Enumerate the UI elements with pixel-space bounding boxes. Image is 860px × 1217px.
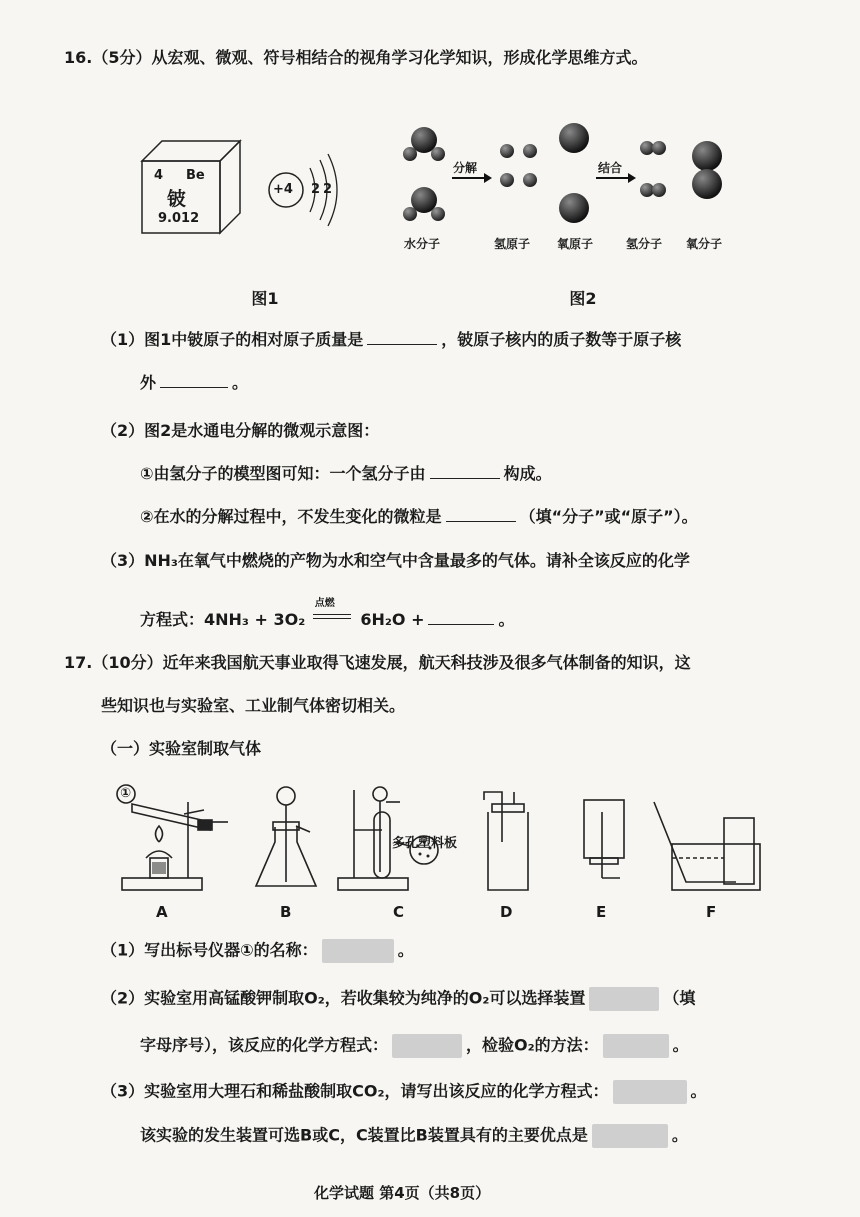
q17-part3-cont: 该实验的发生装置可选B或C，C装置比B装置具有的主要优点是 。 xyxy=(140,1124,688,1148)
apparatus-label-e: E xyxy=(596,903,607,921)
fig1-atomic-number: 4 xyxy=(154,168,164,183)
apparatus-d xyxy=(484,792,528,890)
apparatus-label-c: C xyxy=(393,903,405,921)
q16-part3-equation: 方程式：4NH₃ + 3O₂ 点燃 6H₂O + 。 xyxy=(140,605,515,631)
hydrogen-atoms xyxy=(500,144,537,187)
q17-part1: （1）写出标号仪器①的名称： 。 xyxy=(101,939,414,963)
apparatus-a xyxy=(122,802,228,890)
oxygen-molecule xyxy=(692,141,722,199)
fig2-arrow-label-decompose: 分解 xyxy=(453,161,478,175)
fig2-caption: 图2 xyxy=(569,289,597,308)
fig1-nucleus-charge: +4 xyxy=(273,182,293,197)
q16-stem: 16.（5分）从宏观、微观、符号相结合的视角学习化学知识，形成化学思维方式。 xyxy=(64,48,648,67)
apparatus-f xyxy=(654,802,760,890)
fig2-arrow-label-combine: 结合 xyxy=(598,161,623,175)
q17-part2-cont: 字母序号），该反应的化学方程式： ，检验O₂的方法： 。 xyxy=(140,1034,689,1058)
q16-part3: （3）NH₃在氧气中燃烧的产物为水和空气中含量最多的气体。请补全该反应的化学 xyxy=(101,551,690,570)
q17-part2: （2）实验室用高锰酸钾制取O₂，若收集较为纯净的O₂可以选择装置 （填 xyxy=(101,987,695,1011)
q16-part2-2: ②在水的分解过程中，不发生变化的微粒是 （填“分子”或“原子”）。 xyxy=(140,507,698,526)
fig2-label-o-atom: 氧原子 xyxy=(557,237,594,251)
apparatus-marker-1: ① xyxy=(120,786,132,801)
apparatus-label-f: F xyxy=(706,903,717,921)
q17-section-title: （一）实验室制取气体 xyxy=(101,739,262,758)
apparatus-label-a: A xyxy=(156,903,168,921)
fig2-label-h2: 氢分子 xyxy=(626,237,663,251)
reaction-condition: 点燃 xyxy=(314,598,335,609)
q17-stem-line2: 些知识也与实验室、工业制气体密切相关。 xyxy=(101,696,406,715)
q16-part2: （2）图2是水通电分解的微观示意图： xyxy=(101,421,380,440)
fig1-element-name: 铍 xyxy=(167,188,187,210)
q16-part2-1: ①由氢分子的模型图可知：一个氢分子由 构成。 xyxy=(140,464,552,483)
apparatus-e xyxy=(584,800,624,878)
water-molecule xyxy=(403,127,445,161)
fig1-symbol: Be xyxy=(186,168,205,183)
fig1-atomic-mass: 9.012 xyxy=(158,211,200,226)
hydrogen-molecules xyxy=(640,141,666,197)
fig1-shell2-electrons: 2 xyxy=(323,182,333,197)
porous-plastic-plate-label: 多孔塑料板 xyxy=(392,836,458,851)
fig2-molecular-models xyxy=(398,118,758,238)
apparatus-label-d: D xyxy=(500,903,513,921)
oxygen-atoms xyxy=(559,123,589,223)
apparatus-b xyxy=(256,787,316,886)
water-molecule xyxy=(403,187,445,221)
fig2-label-o2: 氧分子 xyxy=(686,237,723,251)
page-footer: 化学试题 第4页（共8页） xyxy=(314,1184,491,1202)
fig2-label-water: 水分子 xyxy=(404,237,441,251)
q16-part1-cont: 外 。 xyxy=(140,373,249,392)
q17-part3: （3）实验室用大理石和稀盐酸制取CO₂，请写出该反应的化学方程式： 。 xyxy=(101,1080,707,1104)
q16-part1: （1）图1中铍原子的相对原子质量是 ，铍原子核内的质子数等于原子核 xyxy=(101,330,682,349)
fig2-label-h-atom: 氢原子 xyxy=(494,237,531,251)
fig1-caption: 图1 xyxy=(251,289,279,308)
fig1-shell1-electrons: 2 xyxy=(311,182,321,197)
apparatus-label-b: B xyxy=(280,903,292,921)
fig1-element-card xyxy=(136,133,256,243)
q17-stem-line1: 17.（10分）近年来我国航天事业取得飞速发展，航天科技涉及很多气体制备的知识，这 xyxy=(64,653,691,672)
